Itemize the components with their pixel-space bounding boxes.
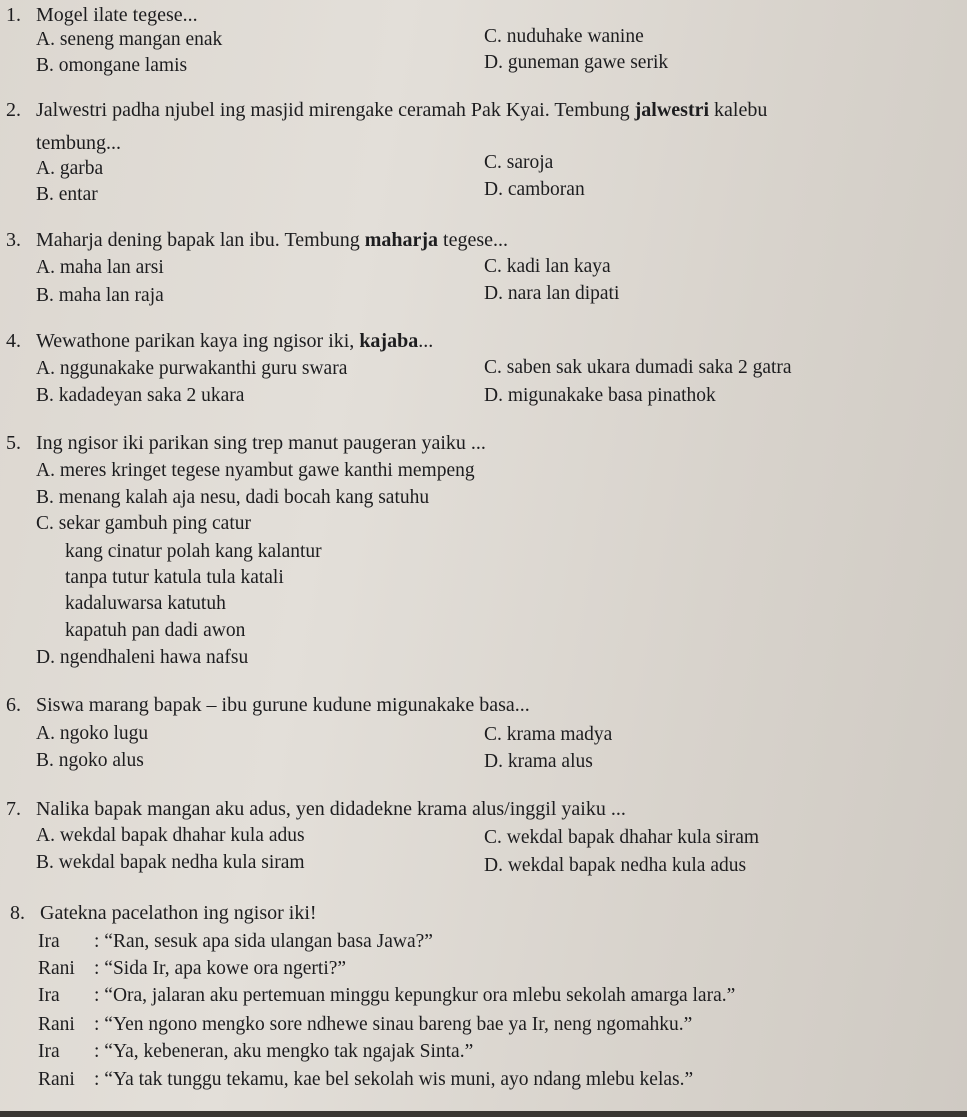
question-7-option-a: A. wekdal bapak dhahar kula adus: [36, 825, 305, 846]
question-5-option-c-line-2: tanpa tutur katula tula katali: [65, 567, 284, 588]
question-1-option-a: A. seneng mangan enak: [36, 29, 223, 50]
dialog-line-4: [38, 1013, 692, 1037]
dialog-text: : “Ran, sesuk apa sida ulangan basa Jawa?”: [94, 931, 433, 952]
question-1-stem: 1. Mogel ilate tegese...: [6, 4, 198, 26]
question-7-option-d: D. wekdal bapak nedha kula adus: [484, 855, 747, 876]
dialog-speaker: Rani: [38, 958, 75, 979]
question-3-option-b: B. maha lan raja: [36, 285, 164, 306]
question-1-option-b: B. omongane lamis: [36, 55, 188, 76]
question-1-option-d: D. guneman gawe serik: [484, 52, 669, 73]
dialog-speaker: Ira: [38, 931, 60, 952]
question-6-option-a: A. ngoko lugu: [36, 723, 149, 744]
dialog-line-5: [38, 1040, 473, 1064]
question-6-stem: 6. Siswa marang bapak – ibu gurune kudune migunakake basa...: [6, 694, 530, 716]
question-7-option-c: C. wekdal bapak dhahar kula siram: [484, 827, 760, 848]
dialog-speaker: Rani: [38, 1014, 75, 1035]
question-3-option-c: C. kadi lan kaya: [484, 256, 611, 277]
dialog-line-6: [38, 1068, 693, 1092]
dialog-text: : “Ya tak tunggu tekamu, kae bel sekolah wis muni, ayo ndang mlebu kelas.”: [94, 1069, 694, 1090]
question-8-stem: 8. Gatekna pacelathon ing ngisor iki!: [10, 902, 317, 924]
question-5-option-d: D. ngendhaleni hawa nafsu: [36, 647, 249, 668]
question-6-option-c: C. krama madya: [484, 724, 613, 745]
page-bottom-edge: [0, 1111, 967, 1117]
question-4-option-c: C. saben sak ukara dumadi saka 2 gatra: [484, 357, 792, 378]
question-2-stem: 2. Jalwestri padha njubel ing masjid mirengake ceramah Pak Kyai. Tembung jalwestri kalebu: [6, 99, 768, 121]
question-2-option-b: B. entar: [36, 184, 98, 205]
dialog-text: : “Sida Ir, apa kowe ora ngerti?”: [94, 958, 347, 979]
question-6-option-d: D. krama alus: [484, 751, 593, 772]
question-5-option-b: B. menang kalah aja nesu, dadi bocah kang satuhu: [36, 487, 430, 508]
dialog-speaker: Rani: [38, 1069, 75, 1090]
question-2-stem-continued: tembung...: [36, 132, 121, 154]
question-3-option-d: D. nara lan dipati: [484, 283, 620, 304]
question-3-stem: 3. Maharja dening bapak lan ibu. Tembung maharja tegese...: [6, 229, 509, 251]
dialog-speaker: Ira: [38, 985, 60, 1006]
question-7-option-b: B. wekdal bapak nedha kula siram: [36, 852, 305, 873]
dialog-line-3: [38, 984, 735, 1008]
question-2-option-d: D. camboran: [484, 179, 585, 200]
question-5-option-c: C. sekar gambuh ping catur: [36, 513, 251, 534]
question-1-option-c: C. nuduhake wanine: [484, 26, 644, 47]
dialog-text: : “Yen ngono mengko sore ndhewe sinau bareng bae ya Ir, neng ngomahku.”: [94, 1014, 693, 1035]
dialog-speaker: Ira: [38, 1041, 60, 1062]
dialog-text: : “Ora, jalaran aku pertemuan minggu kepungkur ora mlebu sekolah amarga lara.”: [94, 985, 736, 1006]
question-6-option-b: B. ngoko alus: [36, 750, 144, 771]
question-5-option-a: A. meres kringet tegese nyambut gawe kanthi mempeng: [36, 460, 475, 481]
question-7-stem: 7. Nalika bapak mangan aku adus, yen didadekne krama alus/inggil yaiku ...: [6, 798, 626, 820]
question-5-option-c-line-3: kadaluwarsa katutuh: [65, 593, 226, 614]
question-5-option-c-line-4: kapatuh pan dadi awon: [65, 620, 246, 641]
dialog-line-1: [38, 930, 433, 954]
question-2-option-c: C. saroja: [484, 152, 554, 173]
dialog-line-2: [38, 957, 346, 981]
question-5-option-c-line-1: kang cinatur polah kang kalantur: [65, 541, 322, 562]
question-5-stem: 5. Ing ngisor iki parikan sing trep manut paugeran yaiku ...: [6, 432, 486, 454]
question-3-option-a: A. maha lan arsi: [36, 257, 164, 278]
question-4-option-b: B. kadadeyan saka 2 ukara: [36, 385, 245, 406]
question-4-stem: 4. Wewathone parikan kaya ing ngisor iki, kajaba...: [6, 330, 434, 352]
question-4-option-d: D. migunakake basa pinathok: [484, 385, 716, 406]
dialog-text: : “Ya, kebeneran, aku mengko tak ngajak Sinta.”: [94, 1041, 474, 1062]
question-4-option-a: A. nggunakake purwakanthi guru swara: [36, 358, 348, 379]
question-2-option-a: A. garba: [36, 158, 104, 179]
